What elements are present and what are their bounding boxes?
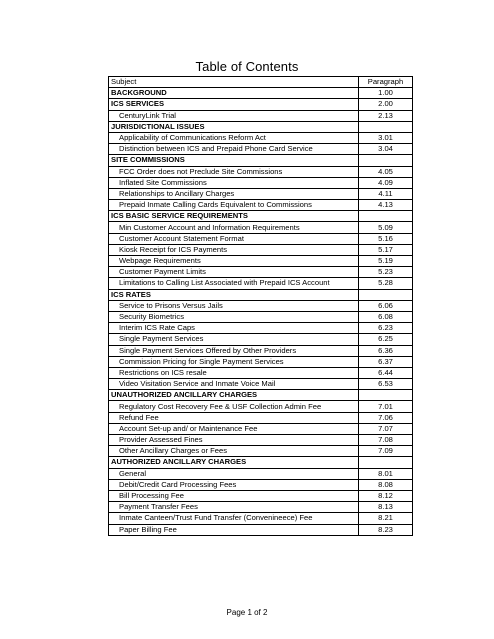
table-row — [109, 323, 413, 334]
table-row — [109, 300, 413, 311]
subject-cell: Video Visitation Service and Inmate Voice Mail — [109, 379, 359, 390]
table-row — [109, 256, 413, 267]
section-heading: JURISDICTIONAL ISSUES — [109, 121, 359, 132]
subject-cell: FCC Order does not Preclude Site Commissions — [109, 166, 359, 177]
table-row — [109, 446, 413, 457]
table-row — [109, 132, 413, 143]
section-heading: UNAUTHORIZED ANCILLARY CHARGES — [109, 390, 359, 401]
paragraph-cell: 8.21 — [359, 513, 413, 524]
table-row — [109, 479, 413, 490]
paragraph-cell: 2.13 — [359, 110, 413, 121]
paragraph-cell — [359, 457, 413, 468]
paragraph-cell: 2.00 — [359, 99, 413, 110]
subject-cell: Debit/Credit Card Processing Fees — [109, 479, 359, 490]
section-heading: SITE COMMISSIONS — [109, 155, 359, 166]
subject-cell: Single Payment Services Offered by Other Providers — [109, 345, 359, 356]
paragraph-cell: 5.09 — [359, 222, 413, 233]
paragraph-cell: 8.23 — [359, 524, 413, 535]
paragraph-cell — [359, 289, 413, 300]
paragraph-cell: 6.08 — [359, 311, 413, 322]
subject-cell: Applicability of Communications Reform Act — [109, 132, 359, 143]
table-header-row — [109, 77, 413, 88]
section-heading: BACKGROUND — [109, 88, 359, 99]
table-row — [109, 401, 413, 412]
section-row — [109, 289, 413, 300]
subject-cell: CenturyLink Trial — [109, 110, 359, 121]
section-row — [109, 155, 413, 166]
subject-cell: Distinction between ICS and Prepaid Phone Card Service — [109, 144, 359, 155]
paragraph-cell: 5.23 — [359, 267, 413, 278]
table-row — [109, 524, 413, 535]
subject-cell: General — [109, 468, 359, 479]
paragraph-cell: 6.37 — [359, 356, 413, 367]
subject-cell: Regulatory Cost Recovery Fee & USF Collection Admin Fee — [109, 401, 359, 412]
paragraph-cell: 5.16 — [359, 233, 413, 244]
table-row — [109, 334, 413, 345]
paragraph-cell: 4.13 — [359, 200, 413, 211]
paragraph-cell: 7.07 — [359, 423, 413, 434]
page-title: Table of Contents — [195, 59, 299, 74]
paragraph-cell: 4.11 — [359, 188, 413, 199]
section-row — [109, 457, 413, 468]
table-row — [109, 244, 413, 255]
subject-cell: Provider Assessed Fines — [109, 435, 359, 446]
section-row — [109, 390, 413, 401]
table-row — [109, 278, 413, 289]
paragraph-cell: 3.01 — [359, 132, 413, 143]
table-row — [109, 367, 413, 378]
paragraph-cell: 5.28 — [359, 278, 413, 289]
paragraph-cell: 6.44 — [359, 367, 413, 378]
paragraph-cell: 6.53 — [359, 379, 413, 390]
section-row — [109, 121, 413, 132]
table-row — [109, 345, 413, 356]
table-row — [109, 435, 413, 446]
table-row — [109, 188, 413, 199]
section-row — [109, 88, 413, 99]
section-heading: ICS SERVICES — [109, 99, 359, 110]
subject-cell: Restrictions on ICS resale — [109, 367, 359, 378]
subject-cell: Inflated Site Commissions — [109, 177, 359, 188]
paragraph-cell: 8.13 — [359, 502, 413, 513]
paragraph-cell — [359, 121, 413, 132]
paragraph-cell: 6.23 — [359, 323, 413, 334]
table-row — [109, 233, 413, 244]
subject-cell: Customer Account Statement Format — [109, 233, 359, 244]
paragraph-cell — [359, 390, 413, 401]
table-row — [109, 311, 413, 322]
section-heading: ICS RATES — [109, 289, 359, 300]
paragraph-cell: 3.04 — [359, 144, 413, 155]
subject-cell: Paper Billing Fee — [109, 524, 359, 535]
paragraph-cell: 8.08 — [359, 479, 413, 490]
paragraph-cell: 4.05 — [359, 166, 413, 177]
paragraph-cell: 4.09 — [359, 177, 413, 188]
subject-cell: Prepaid Inmate Calling Cards Equivalent to Commissions — [109, 200, 359, 211]
subject-cell: Bill Processing Fee — [109, 490, 359, 501]
subject-cell: Refund Fee — [109, 412, 359, 423]
paragraph-cell — [359, 155, 413, 166]
table-row — [109, 513, 413, 524]
subject-cell: Interim ICS Rate Caps — [109, 323, 359, 334]
paragraph-cell: 1.00 — [359, 88, 413, 99]
subject-cell: Inmate Canteen/Trust Fund Transfer (Convenineece) Fee — [109, 513, 359, 524]
paragraph-cell: 5.17 — [359, 244, 413, 255]
page-footer: Page 1 of 2 — [226, 608, 268, 617]
paragraph-cell: 6.36 — [359, 345, 413, 356]
table-row — [109, 177, 413, 188]
subject-cell: Limitations to Calling List Associated with Prepaid ICS Account — [109, 278, 359, 289]
table-row — [109, 502, 413, 513]
table-row — [109, 267, 413, 278]
paragraph-cell: 7.09 — [359, 446, 413, 457]
table-row — [109, 200, 413, 211]
toc-table — [108, 76, 413, 536]
subject-cell: Customer Payment Limits — [109, 267, 359, 278]
paragraph-cell: 7.01 — [359, 401, 413, 412]
subject-cell: Account Set-up and/ or Maintenance Fee — [109, 423, 359, 434]
subject-cell: Payment Transfer Fees — [109, 502, 359, 513]
subject-cell: Relationships to Ancillary Charges — [109, 188, 359, 199]
subject-cell: Kiosk Receipt for ICS Payments — [109, 244, 359, 255]
paragraph-cell: 5.19 — [359, 256, 413, 267]
section-row — [109, 211, 413, 222]
subject-cell: Other Ancillary Charges or Fees — [109, 446, 359, 457]
section-row — [109, 99, 413, 110]
table-row — [109, 356, 413, 367]
section-heading: ICS BASIC SERVICE REQUIREMENTS — [109, 211, 359, 222]
paragraph-column-header: Paragraph — [359, 77, 413, 88]
table-row — [109, 222, 413, 233]
paragraph-cell: 7.06 — [359, 412, 413, 423]
table-row — [109, 110, 413, 121]
paragraph-cell: 6.25 — [359, 334, 413, 345]
paragraph-cell — [359, 211, 413, 222]
paragraph-cell: 8.12 — [359, 490, 413, 501]
table-row — [109, 468, 413, 479]
table-row — [109, 490, 413, 501]
table-row — [109, 166, 413, 177]
paragraph-cell: 8.01 — [359, 468, 413, 479]
subject-cell: Security Biometrics — [109, 311, 359, 322]
subject-cell: Service to Prisons Versus Jails — [109, 300, 359, 311]
subject-cell: Single Payment Services — [109, 334, 359, 345]
table-row — [109, 412, 413, 423]
section-heading: AUTHORIZED ANCILLARY CHARGES — [109, 457, 359, 468]
subject-cell: Commission Pricing for Single Payment Services — [109, 356, 359, 367]
paragraph-cell: 7.08 — [359, 435, 413, 446]
table-row — [109, 144, 413, 155]
table-row — [109, 423, 413, 434]
table-row — [109, 379, 413, 390]
subject-cell: Webpage Requirements — [109, 256, 359, 267]
subject-column-header: Subject — [109, 77, 359, 88]
subject-cell: Min Customer Account and Information Requirements — [109, 222, 359, 233]
paragraph-cell: 6.06 — [359, 300, 413, 311]
